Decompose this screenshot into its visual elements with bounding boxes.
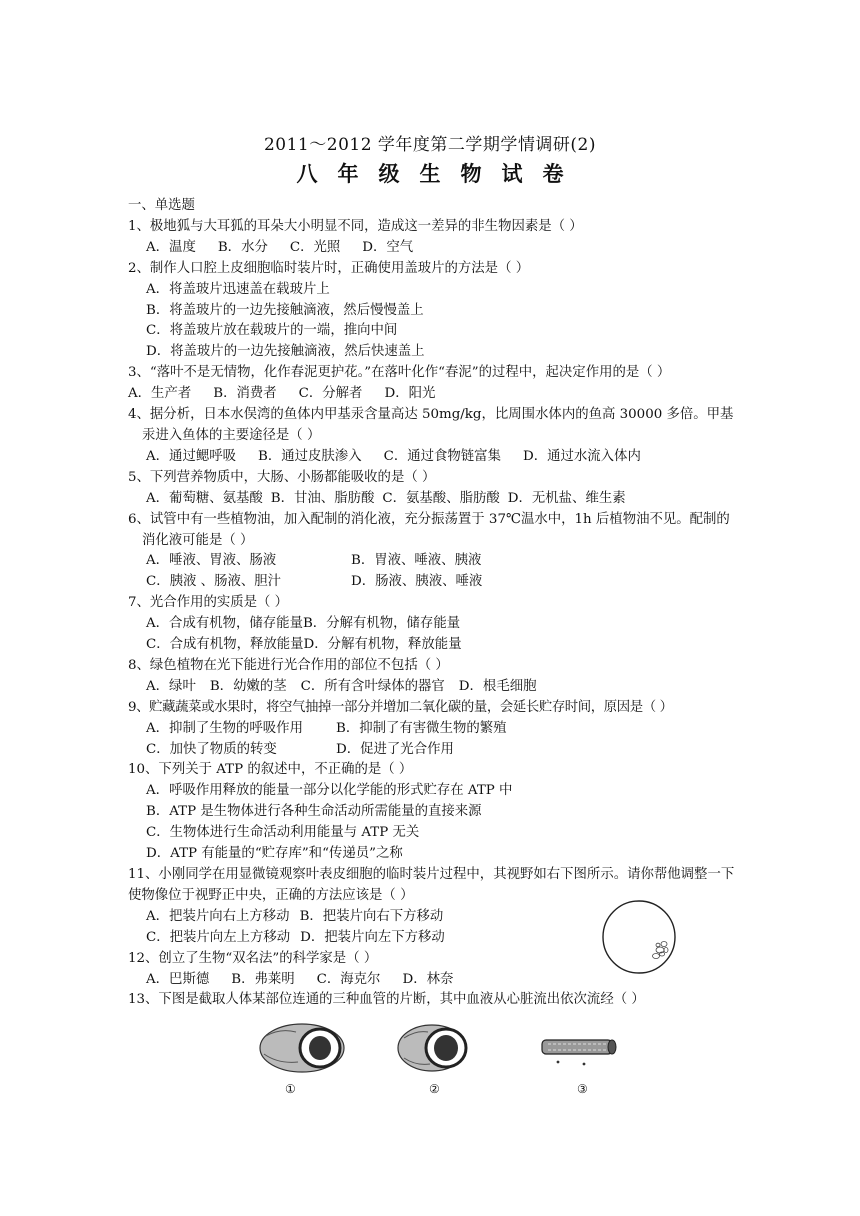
page-subtitle: 八年级生物试卷: [296, 161, 584, 186]
option: D．阳光: [384, 386, 436, 402]
option: B．水分: [217, 239, 268, 255]
question-stem: 1、极地狐与大耳狐的耳朵大小明显不同，造成这一差异的非生物因素是（ ）: [128, 218, 583, 234]
option: A．把装片向右上方移动: [146, 908, 290, 924]
option: B．胃液、唾液、胰液: [351, 553, 482, 569]
option: C．氨基酸、脂肪酸: [382, 490, 500, 506]
option: C．胰液 、肠液、胆汁: [146, 574, 282, 590]
option: A．合成有机物，储存能量: [146, 616, 303, 632]
question-list: [128, 196, 738, 1011]
option: B．把装片向右下方移动: [299, 908, 444, 924]
option: A．通过鳃呼吸: [146, 448, 237, 464]
option-row: [128, 489, 738, 510]
vessel-2-image: [398, 1025, 466, 1071]
vessel-3-image: [542, 1040, 616, 1065]
option: A．生产者: [128, 386, 192, 402]
option: C．将盖玻片放在载玻片的一端，推向中间: [146, 323, 398, 339]
option-row: [128, 551, 738, 572]
figure-label: ①: [285, 1082, 296, 1096]
option: A．呼吸作用释放的能量一部分以化学能的形式贮存在 ATP 中: [146, 783, 513, 799]
question-stem: 2、制作人口腔上皮细胞临时装片时，正确使用盖玻片的方法是（ ）: [128, 260, 530, 276]
option: C．加快了物质的转变: [146, 741, 277, 757]
option: D．促进了光合作用: [336, 741, 454, 757]
figure-label: ③: [577, 1082, 588, 1096]
option: C．所有含叶绿体的器官: [300, 678, 445, 694]
question-stem: 6、试管中有一些植物油，加入配制的消化液，充分振荡置于 37℃温水中，1h 后植物油不见。配制的消化液可能是（ ）: [128, 511, 730, 548]
option: D．无机盐、维生素: [507, 490, 626, 506]
option: A．将盖玻片迅速盖在载玻片上: [146, 281, 330, 297]
option: A．抑制了生物的呼吸作用: [146, 720, 303, 736]
option: D．分解有机物，释放能量: [303, 637, 462, 653]
option: A．绿叶: [146, 678, 196, 694]
option: D．林奈: [402, 971, 454, 987]
option: C．光照: [289, 239, 341, 255]
section-heading: 一、单选题: [128, 198, 195, 213]
option: A．温度: [146, 239, 196, 255]
option: B．ATP 是生物体进行各种生命活动所需能量的直接来源: [146, 804, 482, 820]
option: C．生物体进行生命活动利用能量与 ATP 无关: [146, 825, 420, 841]
option: A．巴斯德: [146, 971, 210, 987]
microscope-view-figure: [600, 898, 678, 976]
vessel-1-image: [260, 1024, 344, 1072]
option-row: [128, 384, 738, 405]
question-stem: 13、下图是截取人体某部位连通的三种血管的片断，其中血液从心脏流出依次流经（ ）: [128, 992, 645, 1008]
question-stem: 10、下列关于 ATP 的叙述中，不正确的是（ ）: [128, 762, 413, 778]
figure-label: ②: [429, 1082, 440, 1096]
option: C．通过食物链富集: [383, 448, 501, 464]
blood-vessels-figure: [250, 1018, 630, 1100]
option-row: [128, 238, 738, 259]
question-stem: 11、小刚同学在用显微镜观察叶表皮细胞的临时装片过程中，其视野如右下图所示。请你帮他调整一下使物像位于视野正中央，正确的方法应该是（ ）: [128, 867, 735, 903]
option: B．分解有机物，储存能量: [302, 616, 461, 632]
question-stem: 7、光合作用的实质是（ ）: [128, 595, 289, 611]
option: D．根毛细胞: [458, 678, 537, 694]
question-stem: 9、贮藏蔬菜或水果时，将空气抽掉一部分并增加二氧化碳的量，会延长贮存时间，原因是（ ）: [128, 699, 673, 715]
option: C．海克尔: [316, 971, 381, 987]
option-row: [128, 740, 738, 761]
option: D．把装片向左下方移动: [300, 929, 445, 945]
option: B．幼嫩的茎: [209, 678, 287, 694]
option-row: [128, 447, 738, 468]
option: B．将盖玻片的一边先接触滴液，然后慢慢盖上: [146, 302, 424, 318]
option: C．合成有机物，释放能量: [146, 637, 304, 653]
option-row: [128, 719, 738, 740]
question-stem: 12、创立了生物“双名法”的科学家是（ ）: [128, 950, 378, 966]
option-row: [128, 635, 738, 656]
option-row: [128, 677, 738, 698]
option: D．空气: [362, 239, 414, 255]
option: C．把装片向左上方移动: [146, 929, 291, 945]
option: C．分解者: [298, 386, 363, 402]
option: D．将盖玻片的一边先接触滴液，然后快速盖上: [146, 344, 425, 360]
question-stem: 5、下列营养物质中，大肠、小肠都能吸收的是（ ）: [128, 469, 436, 485]
option: A．唾液、胃液、肠液: [146, 553, 277, 569]
option: B．弗莱明: [231, 971, 295, 987]
option: B．通过皮肤渗入: [258, 448, 362, 464]
option: D．通过水流入体内: [522, 448, 641, 464]
option: B．甘油、脂肪酸: [270, 490, 375, 506]
option: D．ATP 有能量的“贮存库”和“传递员”之称: [146, 846, 403, 862]
question-stem: 8、绿色植物在光下能进行光合作用的部位不包括（ ）: [128, 657, 449, 673]
option: B．消费者: [213, 386, 277, 402]
question-stem: 3、“落叶不是无情物，化作春泥更护花。”在落叶化作“春泥”的过程中，起决定作用的是（ ）: [128, 365, 671, 381]
option: A．葡萄糖、氨基酸: [146, 490, 263, 506]
option-row: [128, 614, 738, 635]
question-stem: 4、据分析，日本水俣湾的鱼体内甲基汞含量高达 50mg/kg，比周围水体内的鱼高 30000 多倍。甲基汞进入鱼体的主要途径是（ ）: [128, 407, 734, 443]
option-row: [128, 572, 738, 593]
page-title: 2011～2012 学年度第二学期学情调研(2): [263, 135, 596, 155]
option: D．肠液、胰液、唾液: [351, 574, 483, 590]
option: B．抑制了有害微生物的繁殖: [336, 720, 507, 736]
